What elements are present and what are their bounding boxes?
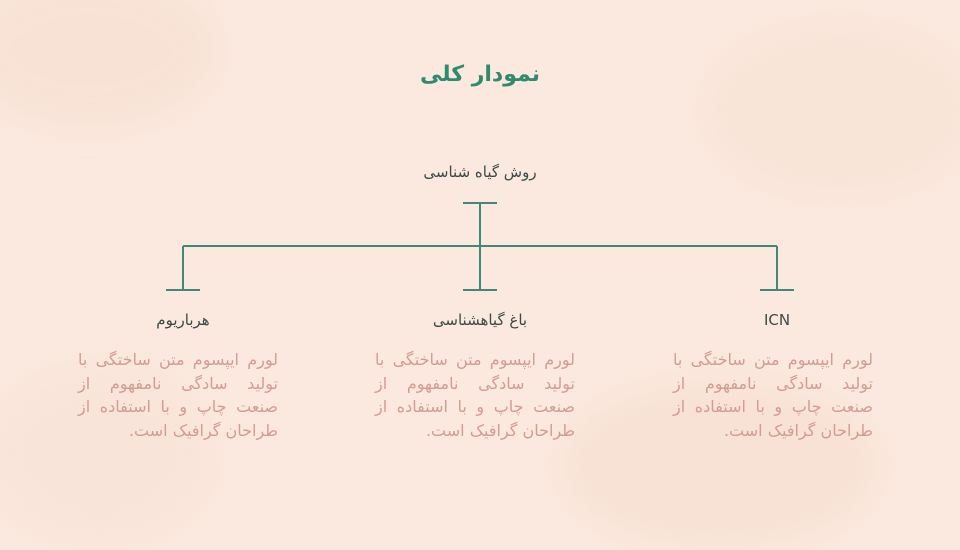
child-node-label-botanical-garden: باغ گیاهشناسی — [432, 311, 528, 329]
child-node-label-herbarium: هرباریوم — [156, 311, 210, 329]
diagram-title: نمودار کلی — [420, 62, 540, 87]
child-node-description-botanical-garden: لورم ایپسوم متن ساختگی با تولید سادگی نامفهوم از صنعت چاپ و با استفاده از طراحان گرافیک است. — [375, 350, 575, 440]
child-node-label-icn: ICN — [763, 311, 791, 329]
child-node-description-icn: لورم ایپسوم متن ساختگی با تولید سادگی نامفهوم از صنعت چاپ و با استفاده از طراحان گرافیک است. — [673, 350, 873, 440]
root-node-label: روش گیاه شناسی — [423, 163, 537, 181]
child-node-description-herbarium: لورم ایپسوم متن ساختگی با تولید سادگی نامفهوم از صنعت چاپ و با استفاده از طراحان گرافیک است. — [78, 350, 278, 440]
